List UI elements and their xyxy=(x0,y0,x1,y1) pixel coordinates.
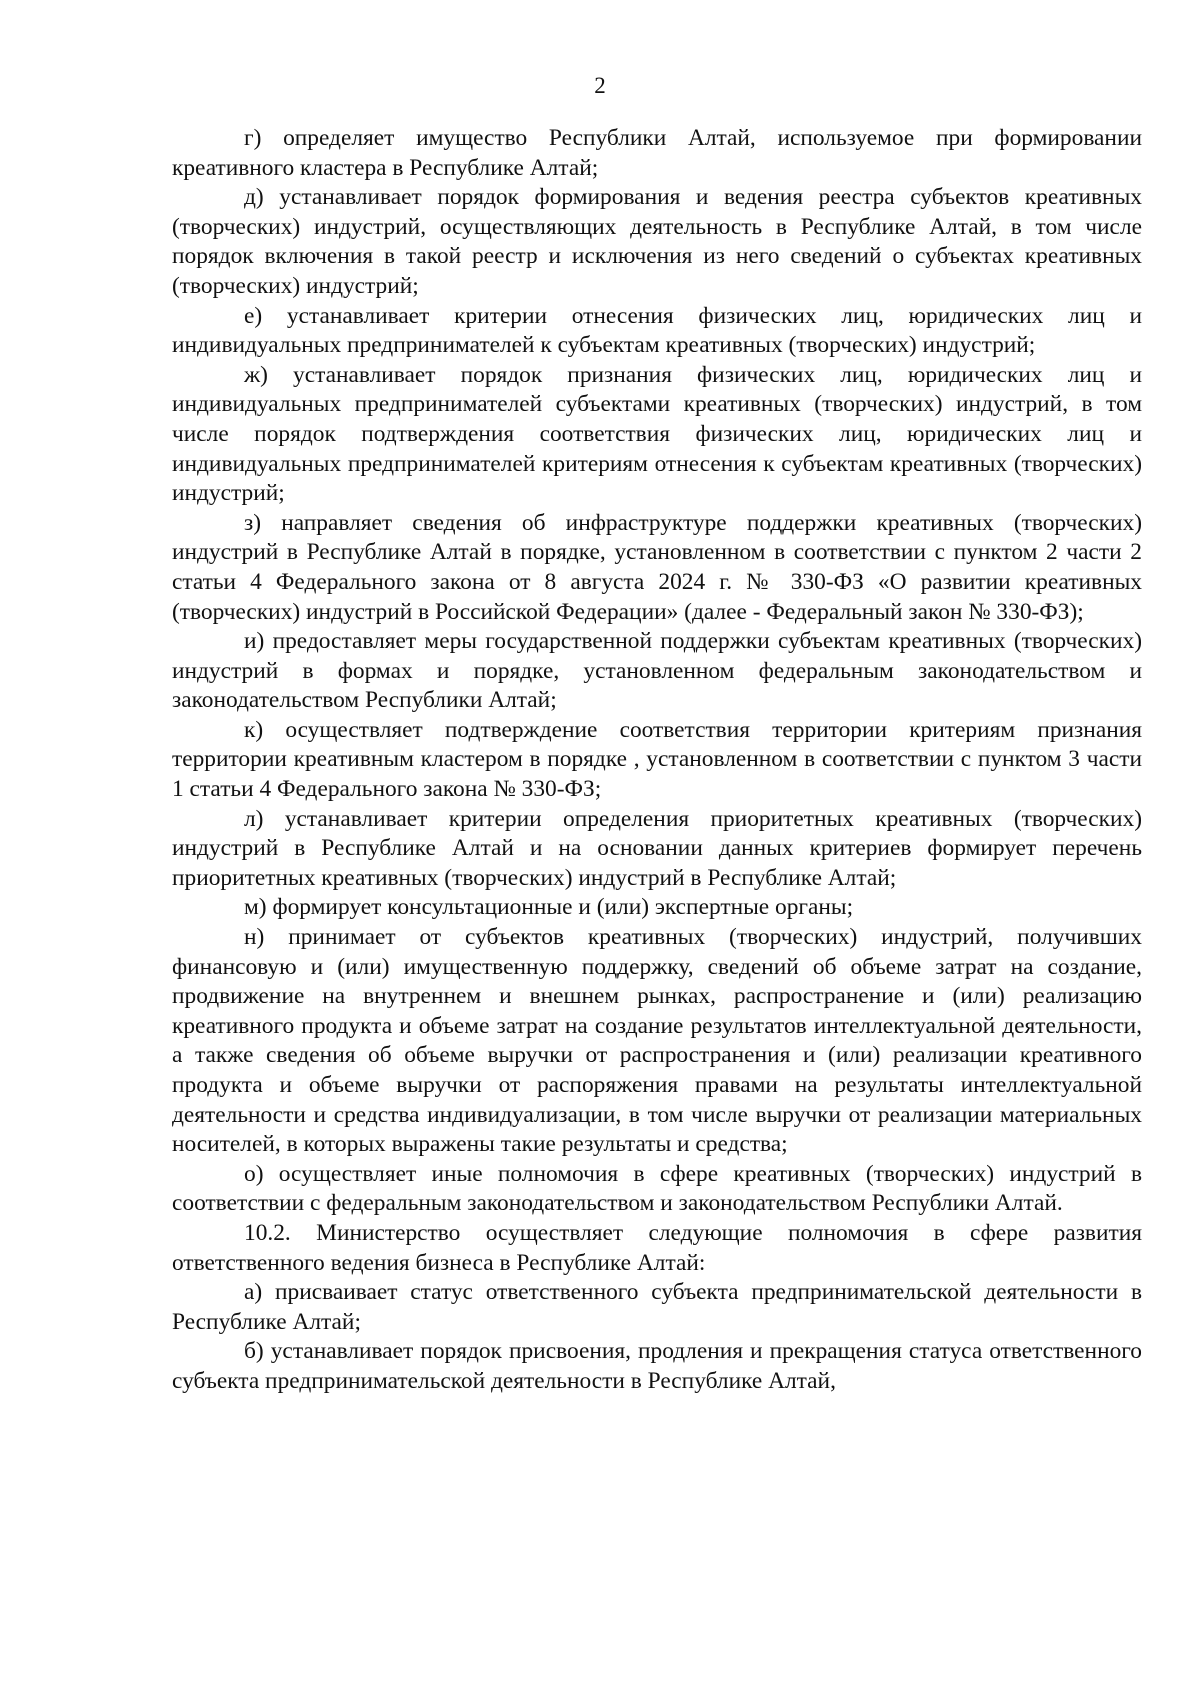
paragraph-k: к) осуществляет подтверждение соответствия территории критериям признания территории креативным кластером в порядке , установленном в соответствии с пунктом 3 части 1 статьи 4 Федерального закона № 330-ФЗ; xyxy=(172,716,1142,803)
page-number: 2 xyxy=(594,73,606,98)
paragraph-d: д) устанавливает порядок формирования и ведения реестра субъектов креативных (творческих) индустрий, осуществляющих деятельность в Республике Алтай, в том числе порядок включения в такой реестр и исключения из него сведений о субъектах креативных (творческих) индустрий; xyxy=(172,184,1142,299)
paragraph-n: н) принимает от субъектов креативных (творческих) индустрий, получивших финансовую и (или) имущественную поддержку, сведений об объеме затрат на создание, продвижение на внутреннем и внешнем рынках, распространение и (или) реализацию креативного продукта и объеме затрат на создание результатов интеллектуальной деятельности, а также сведения об объеме выручки от распространения и (или) реализации креативного продукта и объеме выручки от распоряжения правами на результаты интеллектуальной деятельности и средства индивидуализации, в том числе выручки от реализации материальных носителей, в которых выражены такие результаты и средства; xyxy=(172,924,1142,1158)
paragraph-i: и) предоставляет меры государственной поддержки субъектам креативных (творческих) индустрий в формах и порядке, установленном федеральным законодательством и законодательством Республики Алтай; xyxy=(172,628,1142,714)
paragraph-10-2: 10.2. Министерство осуществляет следующие полномочия в сфере развития ответственного ведения бизнеса в Республике Алтай: xyxy=(172,1219,1142,1276)
paragraph-z: з) направляет сведения об инфраструктуре поддержки креативных (творческих) индустрий в Республике Алтай в порядке, установленном в соответствии с пунктом 2 части 2 статьи 4 Федерального закона от 8 августа 2024 г. № 330-ФЗ «О развитии креативных (творческих) индустрий в Российской Федерации» (далее - Федеральный закон № 330-ФЗ); xyxy=(172,509,1142,625)
paragraph-l: л) устанавливает критерии определения приоритетных креативных (творческих) индустрий в Республике Алтай и на основании данных критериев формирует перечень приоритетных креативных (творческих) индустрий в Республике Алтай; xyxy=(172,805,1142,891)
document-body xyxy=(172,124,1142,1397)
paragraph-b: б) устанавливает порядок присвоения, продления и прекращения статуса ответственного субъекта предпринимательской деятельности в Республике Алтай, xyxy=(172,1338,1142,1394)
paragraph-a: а) присваивает статус ответственного субъекта предпринимательской деятельности в Республике Алтай; xyxy=(172,1279,1142,1335)
paragraph-zh: ж) устанавливает порядок признания физических лиц, юридических лиц и индивидуальных предпринимателей субъектами креативных (творческих) индустрий, в том числе порядок подтверждения соответствия физических лиц, юридических лиц и индивидуальных предпринимателей критериям отнесения к субъектам креативных (творческих) индустрий; xyxy=(172,361,1142,507)
paragraph-m: м) формирует консультационные и (или) экспертные органы; xyxy=(244,894,854,921)
paragraph-g: г) определяет имущество Республики Алтай, используемое при формировании креативного кластера в Республике Алтай; xyxy=(172,125,1142,181)
paragraph-o: о) осуществляет иные полномочия в сфере креативных (творческих) индустрий в соответствии с федеральным законодательством и законодательством Республики Алтай. xyxy=(172,1160,1142,1217)
paragraph-e: е) устанавливает критерии отнесения физических лиц, юридических лиц и индивидуальных предпринимателей к субъектам креативных (творческих) индустрий; xyxy=(172,302,1142,359)
